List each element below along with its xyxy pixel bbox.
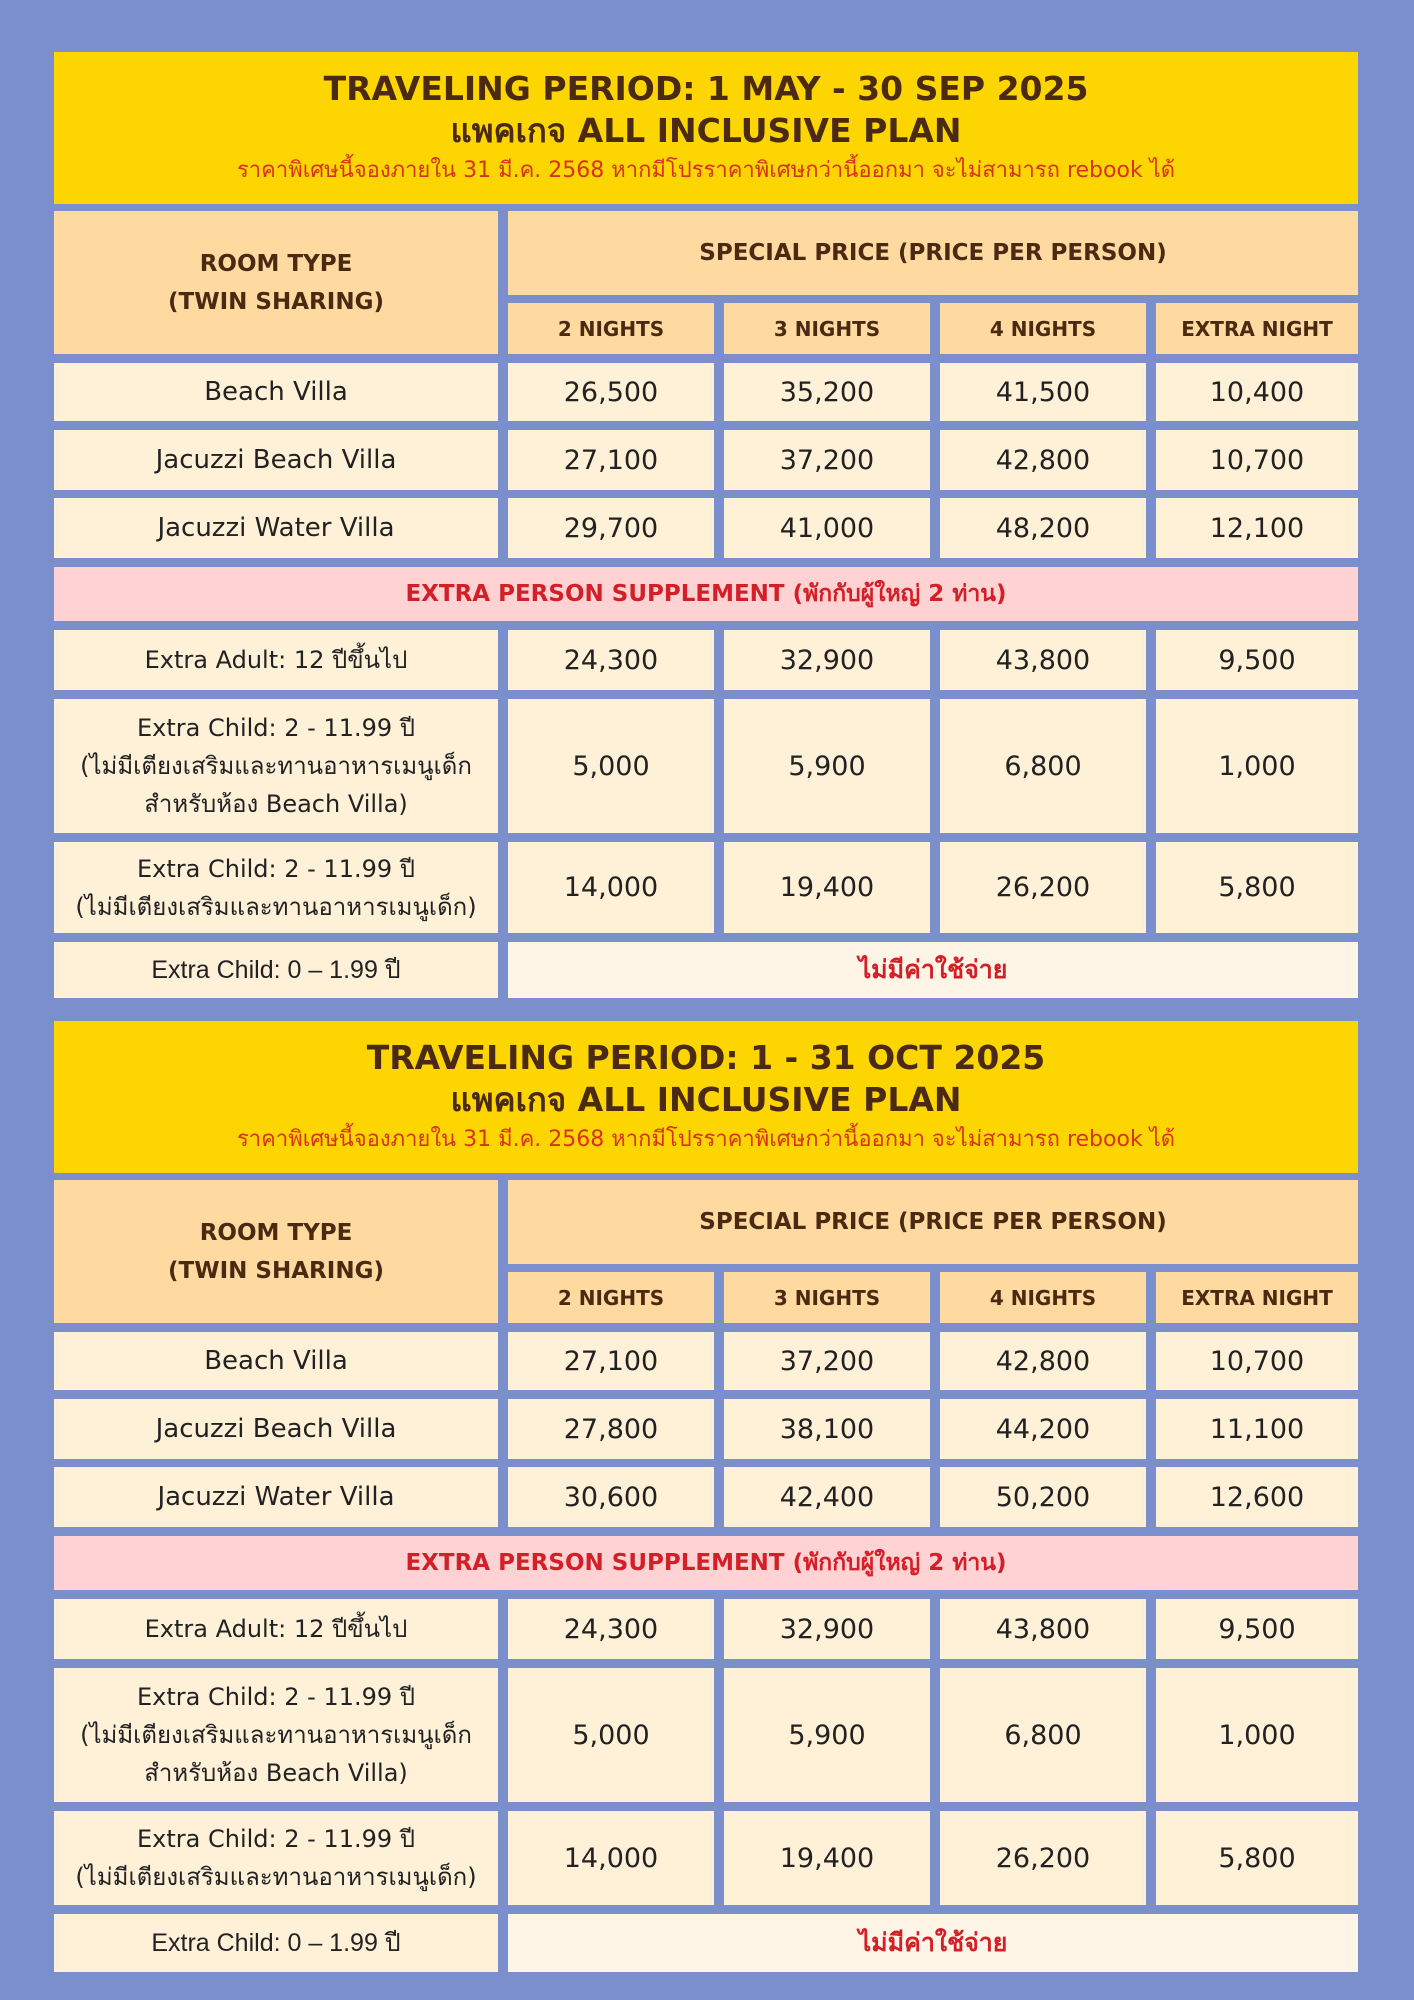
price-cell: 10,700 [1156, 1332, 1358, 1390]
price-cell: 32,900 [724, 1599, 930, 1659]
price-cell: 24,300 [508, 630, 714, 690]
room-name: Jacuzzi Water Villa [54, 1467, 498, 1527]
col-extra-night: EXTRA NIGHT [1156, 303, 1358, 354]
col-2-nights: 2 NIGHTS [508, 303, 714, 354]
price-cell: 27,800 [508, 1399, 714, 1459]
price-cell: 5,800 [1156, 842, 1358, 933]
price-cell: 30,600 [508, 1467, 714, 1527]
price-cell: 19,400 [724, 842, 930, 933]
price-cell: 6,800 [940, 1668, 1146, 1802]
price-cell: 42,400 [724, 1467, 930, 1527]
special-price-header: SPECIAL PRICE (PRICE PER PERSON) [508, 211, 1358, 295]
room-name: Beach Villa [54, 1332, 498, 1390]
booking-note: ราคาพิเศษนี้จองภายใน 31 มี.ค. 2568 หากมีโปรราคาพิเศษกว่านี้ออกมา จะไม่สามารถ rebook ได้ [236, 158, 1176, 183]
extra-label: Extra Child: 2 - 11.99 ปี (ไม่มีเตียงเสริมและทานอาหารเมนูเด็ก) [54, 1811, 498, 1905]
price-cell: 5,800 [1156, 1811, 1358, 1905]
price-cell: 42,800 [940, 1332, 1146, 1390]
price-cell: 11,100 [1156, 1399, 1358, 1459]
extra-label: Extra Adult: 12 ปีขึ้นไป [54, 1599, 498, 1659]
supplement-header: EXTRA PERSON SUPPLEMENT (พักกับผู้ใหญ่ 2 ท่าน) [54, 1536, 1358, 1590]
price-cell: 14,000 [508, 842, 714, 933]
price-cell: 5,900 [724, 699, 930, 833]
room-name: Beach Villa [54, 363, 498, 421]
period-title: TRAVELING PERIOD: 1 - 31 OCT 2025 [366, 1038, 1046, 1077]
supplement-header: EXTRA PERSON SUPPLEMENT (พักกับผู้ใหญ่ 2 ท่าน) [54, 567, 1358, 621]
price-cell: 48,200 [940, 498, 1146, 558]
price-cell: 14,000 [508, 1811, 714, 1905]
price-cell: 26,200 [940, 1811, 1146, 1905]
col-2-nights: 2 NIGHTS [508, 1272, 714, 1323]
price-cell: 9,500 [1156, 1599, 1358, 1659]
col-extra-night: EXTRA NIGHT [1156, 1272, 1358, 1323]
price-cell: 41,000 [724, 498, 930, 558]
infant-label: Extra Child: 0 – 1.99 ปี [54, 942, 498, 998]
price-cell: 10,700 [1156, 430, 1358, 490]
room-name: Jacuzzi Beach Villa [54, 1399, 498, 1459]
col-4-nights: 4 NIGHTS [940, 303, 1146, 354]
price-cell: 41,500 [940, 363, 1146, 421]
infant-free: ไม่มีค่าใช้จ่าย [508, 942, 1358, 998]
price-table-may-sep [54, 52, 1358, 998]
price-cell: 27,100 [508, 430, 714, 490]
infant-free: ไม่มีค่าใช้จ่าย [508, 1914, 1358, 1972]
price-cell: 27,100 [508, 1332, 714, 1390]
price-cell: 9,500 [1156, 630, 1358, 690]
room-name: Jacuzzi Beach Villa [54, 430, 498, 490]
special-price-header: SPECIAL PRICE (PRICE PER PERSON) [508, 1180, 1358, 1264]
room-type-header: ROOM TYPE (TWIN SHARING) [54, 211, 498, 354]
price-cell: 1,000 [1156, 699, 1358, 833]
price-table-oct [54, 1021, 1358, 1973]
price-cell: 43,800 [940, 630, 1146, 690]
col-3-nights: 3 NIGHTS [724, 1272, 930, 1323]
extra-label: Extra Child: 2 - 11.99 ปี (ไม่มีเตียงเสริมและทานอาหารเมนูเด็ก สำหรับห้อง Beach Villa) [54, 1668, 498, 1802]
col-3-nights: 3 NIGHTS [724, 303, 930, 354]
price-cell: 24,300 [508, 1599, 714, 1659]
price-cell: 29,700 [508, 498, 714, 558]
room-name: Jacuzzi Water Villa [54, 498, 498, 558]
price-cell: 35,200 [724, 363, 930, 421]
price-cell: 12,600 [1156, 1467, 1358, 1527]
price-cell: 43,800 [940, 1599, 1146, 1659]
price-cell: 42,800 [940, 430, 1146, 490]
price-cell: 1,000 [1156, 1668, 1358, 1802]
price-cell: 26,200 [940, 842, 1146, 933]
price-cell: 6,800 [940, 699, 1146, 833]
price-cell: 5,000 [508, 699, 714, 833]
period-title: TRAVELING PERIOD: 1 MAY - 30 SEP 2025 [323, 69, 1089, 108]
room-type-header: ROOM TYPE (TWIN SHARING) [54, 1180, 498, 1323]
price-cell: 5,000 [508, 1668, 714, 1802]
price-cell: 10,400 [1156, 363, 1358, 421]
extra-label: Extra Child: 2 - 11.99 ปี (ไม่มีเตียงเสริมและทานอาหารเมนูเด็ก) [54, 842, 498, 933]
price-cell: 12,100 [1156, 498, 1358, 558]
price-cell: 19,400 [724, 1811, 930, 1905]
price-cell: 37,200 [724, 1332, 930, 1390]
price-cell: 38,100 [724, 1399, 930, 1459]
price-cell: 32,900 [724, 630, 930, 690]
period-header [54, 1021, 1358, 1173]
extra-label: Extra Adult: 12 ปีขึ้นไป [54, 630, 498, 690]
price-cell: 50,200 [940, 1467, 1146, 1527]
price-cell: 37,200 [724, 430, 930, 490]
price-cell: 44,200 [940, 1399, 1146, 1459]
booking-note: ราคาพิเศษนี้จองภายใน 31 มี.ค. 2568 หากมีโปรราคาพิเศษกว่านี้ออกมา จะไม่สามารถ rebook ได้ [236, 1127, 1176, 1152]
period-header [54, 52, 1358, 204]
col-4-nights: 4 NIGHTS [940, 1272, 1146, 1323]
price-cell: 26,500 [508, 363, 714, 421]
extra-label: Extra Child: 2 - 11.99 ปี (ไม่มีเตียงเสริมและทานอาหารเมนูเด็ก สำหรับห้อง Beach Villa) [54, 699, 498, 833]
plan-title: แพคเกจ ALL INCLUSIVE PLAN [450, 1080, 962, 1119]
plan-title: แพคเกจ ALL INCLUSIVE PLAN [450, 111, 962, 150]
price-cell: 5,900 [724, 1668, 930, 1802]
infant-label: Extra Child: 0 – 1.99 ปี [54, 1914, 498, 1972]
